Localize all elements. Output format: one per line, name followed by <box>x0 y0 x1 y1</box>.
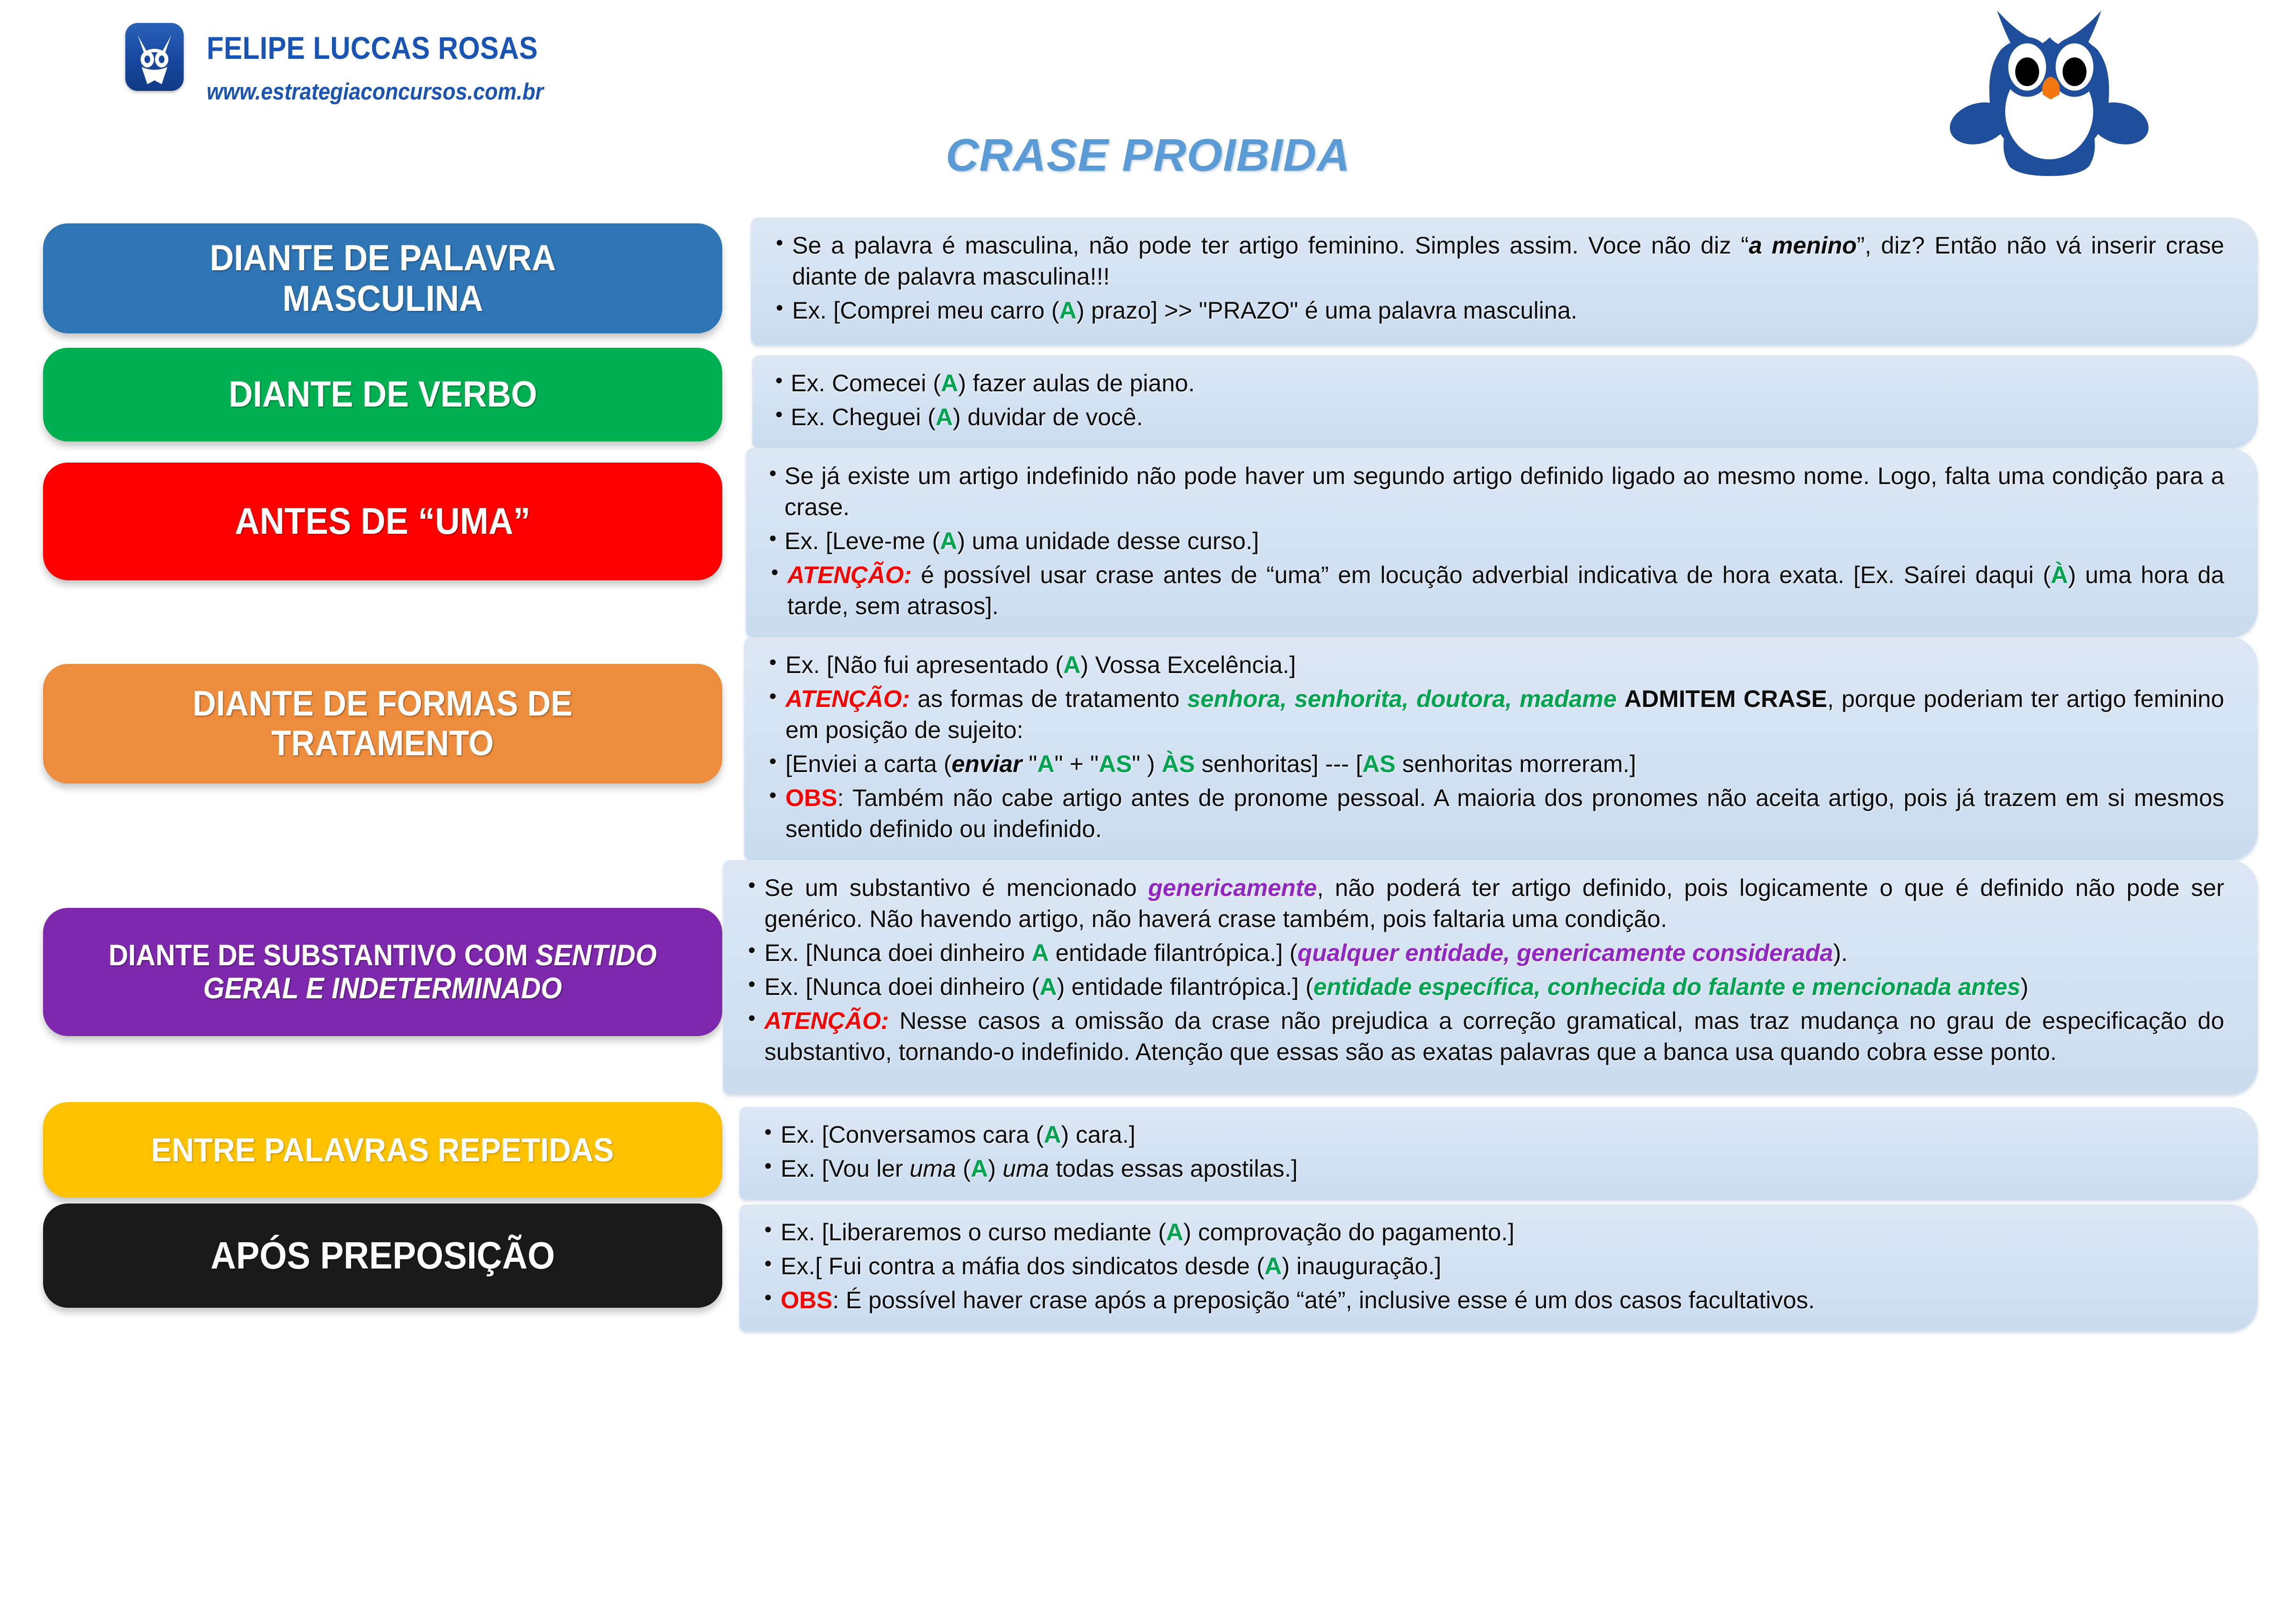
rule-panel-3 <box>746 448 2258 637</box>
rule-label-6[interactable] <box>43 1102 722 1198</box>
page-header <box>0 0 2296 215</box>
rule-bullet-item: • Se a palavra é masculina, não pode ter artigo feminino. Simples assim. Voce não diz “a menino”, diz? Então não vá inserir crase diante de palavra masculina!!! <box>773 230 2224 292</box>
rule-bullet-item: • ATENÇÃO: é possível usar crase antes de “uma” em locução adverbial indicativa de hora exata. [Ex. Saírei daqui (À) uma hora da tarde, sem atrasos]. <box>768 560 2224 622</box>
emphasis-text: A <box>1037 751 1055 777</box>
emphasis-text: OBS <box>781 1287 833 1314</box>
rule-bullet-item: • Ex. [Não fui apresentado (A) Vossa Excelência.] <box>766 650 2224 681</box>
rule-row <box>0 1200 2296 1331</box>
rule-label-text: APÓS PREPOSIÇÃO <box>210 1234 555 1277</box>
rule-label-2[interactable] <box>43 348 722 442</box>
emphasis-text: ADMITEM CRASE <box>1624 685 1828 712</box>
emphasis-text: ATENÇÃO: <box>764 1007 889 1034</box>
emphasis-text: ÀS <box>1161 751 1195 777</box>
rule-panel-cell <box>751 1094 2296 1200</box>
rule-row <box>0 1094 2296 1200</box>
brand-block <box>125 23 583 105</box>
rule-bullet-item: • Ex. [Comprei meu carro (A) prazo] >> "PRAZO" é uma palavra masculina. <box>773 295 2224 326</box>
owl-logo-icon <box>125 23 184 91</box>
rule-label-text: DIANTE DE VERBO <box>228 374 537 415</box>
rule-label-7[interactable] <box>43 1203 722 1308</box>
emphasis-text: A <box>1044 1121 1061 1148</box>
emphasis-text: À <box>2051 562 2068 588</box>
emphasis-text: enviar <box>951 751 1022 777</box>
emphasis-text: A <box>935 404 953 431</box>
rule-panel-4 <box>744 637 2258 860</box>
rule-bullet-item: • ATENÇÃO: Nesse casos a omissão da crase não prejudica a correção gramatical, mas traz mudança no grau de especificação do substantivo, tornando-o indefinido. Atenção que essas são as exatas palavras que a banca usa quando cobra esse ponto. <box>745 1005 2224 1068</box>
rule-bullet-item: • Se um substantivo é mencionado genericamente, não poderá ter artigo definido, pois logicamente o que é definido não pode ser genérico. Não havendo artigo, não haverá crase também, pois faltaria uma condição. <box>745 872 2224 935</box>
rule-bullet-item: • OBS: Também não cabe artigo antes de pronome pessoal. A maioria dos pronomes não aceita artigo, pois já trazem em si mesmos sentido definido ou indefinido. <box>766 783 2224 845</box>
emphasis-text: uma <box>909 1155 956 1182</box>
rule-row <box>0 860 2296 1094</box>
rule-label-text: ANTES DE “UMA” <box>235 500 530 542</box>
emphasis-text: a menino <box>1749 232 1857 259</box>
rule-label-1[interactable] <box>43 223 722 333</box>
rule-bullet-item: • Ex. [Nunca doei dinheiro (A) entidade filantrópica.] (entidade específica, conhecida do falante e mencionada antes) <box>745 972 2224 1003</box>
emphasis-text: OBS <box>785 784 838 811</box>
rule-bullet-list <box>762 1119 2224 1184</box>
emphasis-text: AS <box>1098 751 1132 777</box>
rule-label-5[interactable] <box>43 908 722 1036</box>
rule-panel-cell <box>751 637 2296 860</box>
rule-bullet-item: • Ex. Cheguei (A) duvidar de você. <box>774 402 2224 433</box>
rule-row <box>0 448 2296 637</box>
rule-row <box>0 218 2296 345</box>
rule-bullet-list <box>745 872 2224 1068</box>
rule-panel-cell <box>751 448 2296 637</box>
rule-bullet-list <box>774 368 2224 433</box>
rule-bullet-item: • Ex. [Vou ler uma (A) uma todas essas apostilas.] <box>762 1153 2224 1184</box>
rule-bullet-item: • [Enviei a carta (enviar "A" + "AS" ) ÀS senhoritas] --- [AS senhoritas morreram.] <box>766 749 2224 780</box>
rule-panel-cell <box>751 345 2296 448</box>
emphasis-text: A <box>1031 939 1049 966</box>
emphasis-text: ATENÇÃO: <box>785 685 910 712</box>
emphasis-text: uma <box>1003 1155 1049 1182</box>
rule-row <box>0 345 2296 448</box>
rule-bullet-item: • Ex. [Nunca doei dinheiro A entidade filantrópica.] (qualquer entidade, genericamente considerada). <box>745 938 2224 969</box>
rule-label-3[interactable] <box>43 463 722 580</box>
rule-bullet-list <box>768 461 2224 622</box>
rule-bullet-item: • Se já existe um artigo indefinido não pode haver um segundo artigo definido ligado ao mesmo nome. Logo, falta uma condição para a crase. <box>768 461 2224 523</box>
rule-label-text: DIANTE DE PALAVRA MASCULINA <box>210 237 556 319</box>
rule-panel-1 <box>751 218 2258 345</box>
emphasis-text: A <box>940 370 959 397</box>
owl-mascot-icon <box>1949 4 2174 195</box>
emphasis-text: entidade específica, conhecida do falante e mencionada antes <box>1313 973 2021 1000</box>
rule-bullet-list <box>773 230 2224 326</box>
rule-label-text: ENTRE PALAVRAS REPETIDAS <box>151 1131 614 1169</box>
rule-panel-5 <box>723 860 2258 1094</box>
emphasis-text: qualquer entidade, genericamente considerada <box>1297 939 1833 966</box>
emphasis-text: A <box>1166 1219 1184 1246</box>
rule-bullet-list <box>762 1217 2224 1316</box>
rule-panel-6 <box>740 1107 2258 1200</box>
emphasis-text: A <box>1039 973 1057 1000</box>
rules-list <box>0 218 2296 1331</box>
rule-bullet-item: • Ex. [Liberaremos o curso mediante (A) comprovação do pagamento.] <box>762 1217 2224 1248</box>
rule-bullet-item: • ATENÇÃO: as formas de tratamento senhora, senhorita, doutora, madame ADMITEM CRASE, porque poderiam ter artigo feminino em posição de sujeito: <box>766 684 2224 746</box>
rule-bullet-item: • Ex. [Conversamos cara (A) cara.] <box>762 1119 2224 1150</box>
emphasis-text: senhora, senhorita, doutora, madame <box>1187 685 1617 712</box>
rule-label-4[interactable] <box>43 664 722 784</box>
rule-label-text: DIANTE DE SUBSTANTIVO COM SENTIDO GERAL E INDETERMINADO <box>108 938 657 1005</box>
brand-text-block <box>207 23 583 105</box>
emphasis-text: A <box>1059 297 1077 324</box>
emphasis-text: A <box>971 1155 988 1182</box>
brand-url: www.estrategiaconcursos.com.br <box>207 79 544 105</box>
rule-bullet-item: • OBS: É possível haver crase após a preposição “até”, inclusive esse é um dos casos facultativos. <box>762 1285 2224 1316</box>
brand-name: FELIPE LUCCAS ROSAS <box>207 30 538 66</box>
emphasis-text: AS <box>1362 751 1396 777</box>
emphasis-text: A <box>940 528 958 554</box>
rule-bullet-list <box>766 650 2224 845</box>
rule-panel-cell <box>751 860 2296 1094</box>
emphasis-text: ATENÇÃO: <box>787 562 912 588</box>
emphasis-text: A <box>1063 651 1081 678</box>
rule-panel-cell <box>751 1200 2296 1331</box>
rule-label-text: DIANTE DE FORMAS DE TRATAMENTO <box>192 684 573 763</box>
emphasis-text: A <box>1264 1253 1282 1280</box>
emphasis-text: genericamente <box>1148 874 1317 901</box>
rule-panel-7 <box>740 1204 2258 1331</box>
rule-bullet-item: • Ex.[ Fui contra a máfia dos sindicatos desde (A) inauguração.] <box>762 1251 2224 1282</box>
rule-panel-cell <box>751 218 2296 345</box>
rule-bullet-item: • Ex. Comecei (A) fazer aulas de piano. <box>774 368 2224 399</box>
rule-bullet-item: • Ex. [Leve-me (A) uma unidade desse curso.] <box>768 526 2224 557</box>
page-title: CRASE PROIBIDA <box>945 130 1351 181</box>
rule-row <box>0 637 2296 860</box>
rule-panel-2 <box>752 355 2258 448</box>
